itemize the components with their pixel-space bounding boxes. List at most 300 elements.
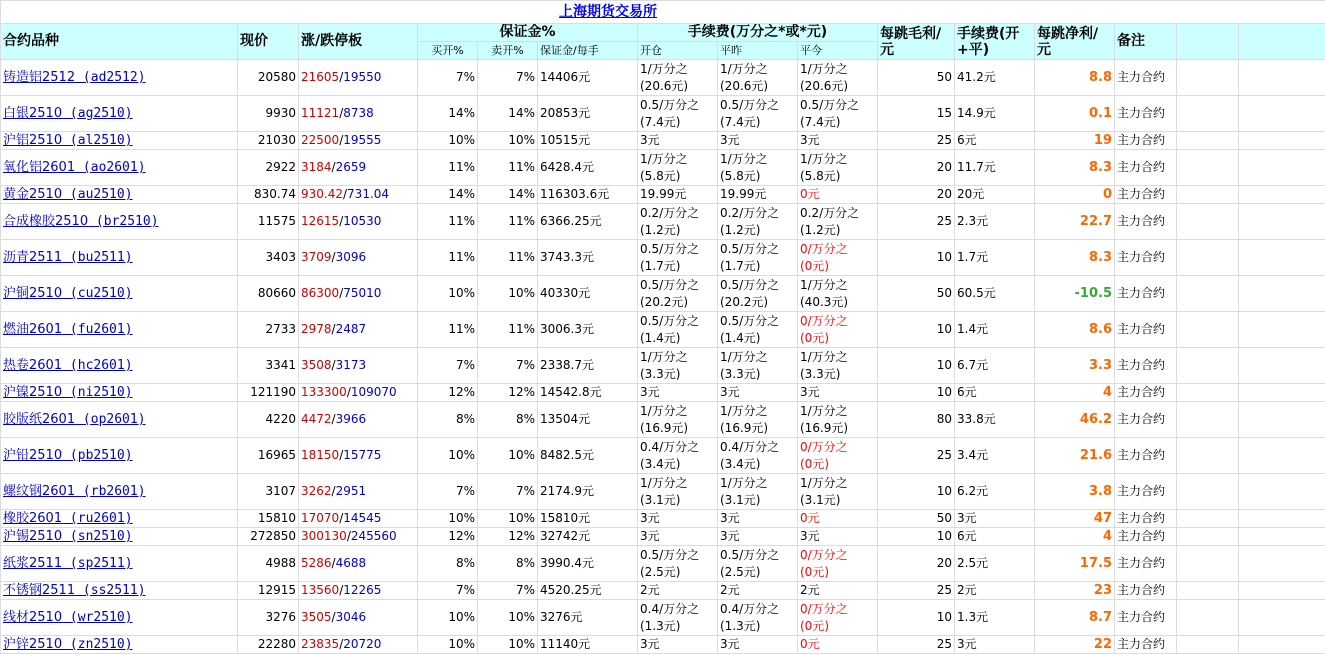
buy-open-cell: 11% (418, 240, 478, 276)
fee-close-today-cell-line: 2元 (800, 583, 820, 597)
limit-up: 930.42 (301, 187, 343, 201)
fee-total-cell: 41.2元 (955, 60, 1035, 96)
fee-open-cell (638, 636, 718, 654)
remark-cell: 主力合约 (1115, 348, 1177, 384)
margin-cell: 116303.6元 (538, 186, 638, 204)
sell-open-cell: 10% (478, 636, 538, 654)
fee-open-cell-line: 0.2/万分之 (640, 205, 700, 220)
sell-open-cell: 7% (478, 474, 538, 510)
fee-total-cell: 6.2元 (955, 474, 1035, 510)
fee-close-today-cell-line: 1/万分之 (800, 349, 848, 364)
fee-close-today-cell (798, 474, 878, 510)
header-margin: 保证金% (418, 24, 638, 42)
contract-cell (1, 240, 238, 276)
contract-link[interactable]: 铸造铝2512 (ad2512) (3, 70, 146, 85)
table-row (1, 132, 1325, 150)
sell-open-cell: 14% (478, 186, 538, 204)
tick-profit-cell: 10 (878, 600, 955, 636)
fee-open-cell-line: 3元 (640, 511, 660, 525)
tick-profit-cell: 25 (878, 636, 955, 654)
contract-link[interactable]: 螺纹钢2601 (rb2601) (3, 484, 146, 499)
remark-cell: 主力合约 (1115, 96, 1177, 132)
fee-close-today-cell (798, 132, 878, 150)
fee-close-today-cell (798, 348, 878, 384)
remark-cell: 主力合约 (1115, 384, 1177, 402)
limit-cell: 3709/3096 (299, 240, 418, 276)
table-row (1, 510, 1325, 528)
sell-open-cell: 11% (478, 204, 538, 240)
fee-total-cell: 2.3元 (955, 204, 1035, 240)
header-fee-total: 手续费(开+平) (955, 24, 1035, 60)
contract-link[interactable]: 纸浆2511 (sp2511) (3, 556, 133, 571)
fee-close-today-cell (798, 186, 878, 204)
fee-close-today-cell-line: 0/万分之 (800, 241, 848, 256)
limit-up: 11121 (301, 106, 340, 120)
margin-cell: 40330元 (538, 276, 638, 312)
limit-cell: 3508/3173 (299, 348, 418, 384)
margin-cell: 13504元 (538, 402, 638, 438)
limit-down: 75010 (343, 286, 382, 300)
contract-link[interactable]: 线材2510 (wr2510) (3, 610, 133, 625)
table-row (1, 582, 1325, 600)
contract-cell (1, 474, 238, 510)
remark-cell: 主力合约 (1115, 60, 1177, 96)
contract-cell (1, 384, 238, 402)
contract-link[interactable]: 沪镍2510 (ni2510) (3, 385, 133, 400)
fee-close-today-cell (798, 510, 878, 528)
fee-close-yesterday-cell-line: 1/万分之 (720, 403, 768, 418)
contract-link[interactable]: 沪铝2510 (al2510) (3, 133, 133, 148)
contract-cell (1, 438, 238, 474)
limit-up: 17070 (301, 511, 340, 525)
fee-open-cell-line: (2.5元) (640, 564, 681, 579)
fee-close-yesterday-cell-line: (1.3元) (720, 618, 761, 633)
remark-cell: 主力合约 (1115, 474, 1177, 510)
fee-close-yesterday-cell-line: (20.6元) (720, 78, 769, 93)
limit-cell: 13560/12265 (299, 582, 418, 600)
fee-close-yesterday-cell (718, 510, 798, 528)
limit-cell: 12615/10530 (299, 204, 418, 240)
net-profit-cell: 8.6 (1035, 312, 1115, 348)
sell-open-cell: 10% (478, 438, 538, 474)
limit-down: 19555 (343, 133, 382, 147)
net-profit-cell: 4 (1035, 384, 1115, 402)
limit-down: 2487 (335, 322, 367, 336)
header-limit: 涨/跌停板 (299, 24, 418, 60)
sell-open-cell: 14% (478, 96, 538, 132)
buy-open-cell: 10% (418, 132, 478, 150)
tick-profit-cell: 50 (878, 60, 955, 96)
fee-close-yesterday-cell-line: (3.3元) (720, 366, 761, 381)
contract-cell (1, 636, 238, 654)
fee-total-cell: 20元 (955, 186, 1035, 204)
fee-close-today-cell (798, 636, 878, 654)
net-profit-cell: 3.8 (1035, 474, 1115, 510)
fee-open-cell (638, 384, 718, 402)
header-close-today: 平今 (798, 42, 878, 60)
limit-cell: 3184/2659 (299, 150, 418, 186)
header-margin-per-lot: 保证金/每手 (538, 42, 638, 60)
tick-profit-cell: 10 (878, 474, 955, 510)
fee-open-cell (638, 600, 718, 636)
fee-open-cell (638, 132, 718, 150)
fee-total-cell: 2.5元 (955, 546, 1035, 582)
limit-up: 3709 (301, 250, 332, 264)
header-sell-open: 卖开% (478, 42, 538, 60)
limit-up: 300130 (301, 529, 347, 543)
fee-total-cell: 6元 (955, 528, 1035, 546)
fee-close-today-cell (798, 402, 878, 438)
fee-close-today-cell-line: (7.4元) (800, 114, 841, 129)
sell-open-cell: 7% (478, 582, 538, 600)
limit-cell: 300130/245560 (299, 528, 418, 546)
fee-total-cell: 3元 (955, 510, 1035, 528)
fee-close-yesterday-cell-line: 1/万分之 (720, 61, 768, 76)
contract-link[interactable]: 黄金2510 (au2510) (3, 187, 133, 202)
tick-profit-cell: 10 (878, 348, 955, 384)
header-contract: 合约品种 (1, 24, 238, 60)
tick-profit-cell: 50 (878, 510, 955, 528)
fee-open-cell-line: (3.3元) (640, 366, 681, 381)
buy-open-cell: 10% (418, 276, 478, 312)
buy-open-cell: 14% (418, 96, 478, 132)
fee-close-today-cell (798, 528, 878, 546)
fee-open-cell-line: 3元 (640, 529, 660, 543)
margin-cell: 3743.3元 (538, 240, 638, 276)
fee-open-cell-line: 1/万分之 (640, 349, 688, 364)
fee-close-yesterday-cell (718, 636, 798, 654)
fee-open-cell-line: 0.5/万分之 (640, 97, 700, 112)
fee-total-cell: 6元 (955, 384, 1035, 402)
contract-link[interactable]: 沥青2511 (bu2511) (3, 250, 133, 265)
fee-total-cell: 1.3元 (955, 600, 1035, 636)
fee-open-cell-line: (1.3元) (640, 618, 681, 633)
price-cell: 272850 (238, 528, 299, 546)
fee-close-yesterday-cell-line: 0.4/万分之 (720, 601, 780, 616)
fee-close-today-cell (798, 438, 878, 474)
fee-close-today-cell-line: (20.6元) (800, 78, 849, 93)
fee-close-yesterday-cell-line: 3元 (720, 385, 740, 399)
price-cell: 11575 (238, 204, 299, 240)
fee-close-yesterday-cell (718, 276, 798, 312)
price-cell: 80660 (238, 276, 299, 312)
fee-close-yesterday-cell-line: 3元 (720, 511, 740, 525)
contract-link[interactable]: 热卷2601 (hc2601) (3, 358, 133, 373)
limit-up: 21605 (301, 70, 340, 84)
fee-open-cell-line: (1.2元) (640, 222, 681, 237)
fee-open-cell-line: 3元 (640, 385, 660, 399)
limit-down: 8738 (343, 106, 374, 120)
header-tick-profit: 每跳毛利/元 (878, 24, 955, 60)
net-profit-cell: 23 (1035, 582, 1115, 600)
fee-close-yesterday-cell-line: 1/万分之 (720, 475, 768, 490)
limit-cell: 86300/75010 (299, 276, 418, 312)
contract-link[interactable]: 合成橡胶2510 (br2510) (3, 214, 159, 229)
limit-down: 3173 (335, 358, 367, 372)
remark-cell: 主力合约 (1115, 150, 1177, 186)
fee-close-today-cell-line: (16.9元) (800, 420, 849, 435)
limit-cell: 5286/4688 (299, 546, 418, 582)
fee-total-cell: 60.5元 (955, 276, 1035, 312)
fee-close-yesterday-cell-line: 3元 (720, 529, 740, 543)
remark-cell: 主力合约 (1115, 636, 1177, 654)
contract-cell (1, 60, 238, 96)
limit-up: 3505 (301, 610, 332, 624)
fee-open-cell-line: 0.4/万分之 (640, 439, 700, 454)
sell-open-cell: 11% (478, 150, 538, 186)
fee-open-cell (638, 186, 718, 204)
net-profit-cell: 46.2 (1035, 402, 1115, 438)
limit-up: 86300 (301, 286, 340, 300)
contract-link[interactable]: 沪铅2510 (pb2510) (3, 448, 133, 463)
fee-open-cell (638, 546, 718, 582)
fee-close-today-cell (798, 312, 878, 348)
fee-open-cell-line: 3元 (640, 133, 660, 147)
limit-down: 19550 (343, 70, 382, 84)
table-row (1, 600, 1325, 636)
tick-profit-cell: 25 (878, 438, 955, 474)
price-cell: 4220 (238, 402, 299, 438)
fee-close-today-cell-line: 0.5/万分之 (800, 97, 860, 112)
fee-open-cell (638, 510, 718, 528)
fee-close-today-cell-line: 3元 (800, 385, 820, 399)
fee-total-cell: 6.7元 (955, 348, 1035, 384)
fee-open-cell (638, 438, 718, 474)
fee-close-yesterday-cell-line: (16.9元) (720, 420, 769, 435)
limit-down: 10530 (343, 214, 382, 228)
fee-close-yesterday-cell (718, 96, 798, 132)
price-cell: 2733 (238, 312, 299, 348)
table-row (1, 348, 1325, 384)
contract-link[interactable]: 沪铜2510 (cu2510) (3, 286, 133, 301)
tick-profit-cell: 10 (878, 528, 955, 546)
price-cell: 121190 (238, 384, 299, 402)
fee-open-cell-line: 1/万分之 (640, 61, 688, 76)
fee-open-cell-line: (5.8元) (640, 168, 681, 183)
tick-profit-cell: 10 (878, 312, 955, 348)
fee-close-today-cell-line: 1/万分之 (800, 151, 848, 166)
table-row (1, 186, 1325, 204)
contract-link[interactable]: 不锈钢2511 (ss2511) (3, 583, 146, 598)
header-price: 现价 (238, 24, 299, 60)
fee-open-cell-line: 2元 (640, 583, 660, 597)
remark-cell: 主力合约 (1115, 528, 1177, 546)
sell-open-cell: 10% (478, 132, 538, 150)
contract-link[interactable]: 橡胶2601 (ru2601) (3, 511, 133, 526)
fee-open-cell-line: (3.4元) (640, 456, 681, 471)
fee-total-cell: 11.7元 (955, 150, 1035, 186)
margin-cell: 10515元 (538, 132, 638, 150)
fee-open-cell-line: 1/万分之 (640, 475, 688, 490)
fee-open-cell-line: 0.5/万分之 (640, 277, 700, 292)
contract-link[interactable]: 白银2510 (ag2510) (3, 106, 133, 121)
limit-down: 4688 (335, 556, 367, 570)
contract-cell (1, 546, 238, 582)
header-row (1, 24, 1325, 42)
contract-link[interactable]: 胶版纸2601 (op2601) (3, 412, 146, 427)
net-profit-cell: 19 (1035, 132, 1115, 150)
fee-open-cell (638, 240, 718, 276)
buy-open-cell: 7% (418, 348, 478, 384)
fee-total-cell: 3.4元 (955, 438, 1035, 474)
buy-open-cell: 8% (418, 546, 478, 582)
header-close-yesterday: 平昨 (718, 42, 798, 60)
contract-link[interactable]: 沪锌2510 (zn2510) (3, 637, 133, 652)
fee-close-yesterday-cell (718, 186, 798, 204)
table-row (1, 384, 1325, 402)
fee-close-yesterday-cell-line: (3.4元) (720, 456, 761, 471)
net-profit-cell: 21.6 (1035, 438, 1115, 474)
fee-open-cell (638, 348, 718, 384)
fee-close-today-cell-line: 0/万分之 (800, 313, 848, 328)
tick-profit-cell: 10 (878, 384, 955, 402)
net-profit-cell: 0 (1035, 186, 1115, 204)
net-profit-cell: 8.3 (1035, 240, 1115, 276)
limit-down: 731.04 (347, 187, 390, 201)
tick-profit-cell: 25 (878, 204, 955, 240)
table-row (1, 312, 1325, 348)
limit-down: 20720 (343, 637, 382, 651)
fee-open-cell (638, 528, 718, 546)
buy-open-cell: 10% (418, 636, 478, 654)
limit-cell: 22500/19555 (299, 132, 418, 150)
fee-open-cell-line: (1.7元) (640, 258, 681, 273)
limit-cell: 3262/2951 (299, 474, 418, 510)
header-net-profit: 每跳净利/元 (1035, 24, 1115, 60)
contract-cell (1, 510, 238, 528)
net-profit-cell: 17.5 (1035, 546, 1115, 582)
remark-cell: 主力合约 (1115, 510, 1177, 528)
fee-close-today-cell-line: 0/万分之 (800, 439, 848, 454)
tick-profit-cell: 80 (878, 402, 955, 438)
sell-open-cell: 8% (478, 546, 538, 582)
fee-close-yesterday-cell-line: (2.5元) (720, 564, 761, 579)
table-row (1, 636, 1325, 654)
fee-close-today-cell-line: 1/万分之 (800, 61, 848, 76)
fee-close-today-cell-line: 0/万分之 (800, 547, 848, 562)
tick-profit-cell: 25 (878, 132, 955, 150)
fee-close-yesterday-cell-line: 0.5/万分之 (720, 277, 780, 292)
fee-close-yesterday-cell-line: (5.8元) (720, 168, 761, 183)
fee-close-yesterday-cell-line: (7.4元) (720, 114, 761, 129)
fee-close-today-cell-line: 1/万分之 (800, 475, 848, 490)
limit-up: 5286 (301, 556, 332, 570)
fee-open-cell-line: 0.4/万分之 (640, 601, 700, 616)
margin-cell: 2338.7元 (538, 348, 638, 384)
contract-cell (1, 150, 238, 186)
fee-open-cell (638, 474, 718, 510)
buy-open-cell: 10% (418, 438, 478, 474)
contract-link[interactable]: 沪锡2510 (sn2510) (3, 529, 133, 544)
margin-cell: 3006.3元 (538, 312, 638, 348)
margin-cell: 6366.25元 (538, 204, 638, 240)
buy-open-cell: 11% (418, 150, 478, 186)
margin-cell: 32742元 (538, 528, 638, 546)
fee-close-today-cell (798, 204, 878, 240)
fee-close-yesterday-cell-line: 1/万分之 (720, 349, 768, 364)
fee-close-today-cell-line: 0.2/万分之 (800, 205, 860, 220)
fee-open-cell (638, 582, 718, 600)
net-profit-cell: 22.7 (1035, 204, 1115, 240)
fee-close-yesterday-cell (718, 348, 798, 384)
table-row (1, 546, 1325, 582)
fee-open-cell (638, 204, 718, 240)
fee-open-cell (638, 312, 718, 348)
remark-cell: 主力合约 (1115, 582, 1177, 600)
fee-close-yesterday-cell (718, 600, 798, 636)
fee-open-cell-line: (20.2元) (640, 294, 689, 309)
price-cell: 22280 (238, 636, 299, 654)
contract-cell (1, 528, 238, 546)
exchange-title-link[interactable]: 上海期货交易所 (559, 3, 658, 20)
buy-open-cell: 10% (418, 510, 478, 528)
tick-profit-cell: 50 (878, 276, 955, 312)
tick-profit-cell: 20 (878, 546, 955, 582)
fee-close-today-cell-line: 0元 (800, 187, 820, 201)
limit-up: 2978 (301, 322, 332, 336)
limit-down: 109070 (350, 385, 397, 399)
buy-open-cell: 10% (418, 600, 478, 636)
fee-close-yesterday-cell (718, 384, 798, 402)
table-row (1, 150, 1325, 186)
fee-close-yesterday-cell (718, 438, 798, 474)
price-cell: 2922 (238, 150, 299, 186)
fee-close-yesterday-cell (718, 132, 798, 150)
fee-close-today-cell-line: (40.3元) (800, 294, 849, 309)
contract-link[interactable]: 燃油2601 (fu2601) (3, 322, 133, 337)
fee-close-yesterday-cell (718, 546, 798, 582)
table-row (1, 402, 1325, 438)
fee-close-today-cell-line: 3元 (800, 529, 820, 543)
margin-cell: 3276元 (538, 600, 638, 636)
fee-close-today-cell-line: 0元 (800, 511, 820, 525)
buy-open-cell: 11% (418, 204, 478, 240)
buy-open-cell: 12% (418, 528, 478, 546)
remark-cell: 主力合约 (1115, 312, 1177, 348)
remark-cell: 主力合约 (1115, 132, 1177, 150)
fee-open-cell-line: (3.1元) (640, 492, 681, 507)
fee-close-yesterday-cell (718, 204, 798, 240)
limit-up: 12615 (301, 214, 340, 228)
contract-link[interactable]: 氧化铝2601 (ao2601) (3, 160, 146, 175)
margin-cell: 4520.25元 (538, 582, 638, 600)
limit-down: 245560 (350, 529, 397, 543)
fee-close-today-cell-line: (0元) (800, 258, 829, 273)
remark-cell: 主力合约 (1115, 240, 1177, 276)
fee-close-yesterday-cell (718, 60, 798, 96)
contract-cell (1, 276, 238, 312)
margin-cell: 14542.8元 (538, 384, 638, 402)
net-profit-cell: 47 (1035, 510, 1115, 528)
fee-close-today-cell-line: (0元) (800, 456, 829, 471)
net-profit-cell: 22 (1035, 636, 1115, 654)
net-profit-cell: 8.7 (1035, 600, 1115, 636)
fee-close-today-cell-line: (1.2元) (800, 222, 841, 237)
price-cell: 9930 (238, 96, 299, 132)
fee-close-today-cell (798, 546, 878, 582)
remark-cell: 主力合约 (1115, 546, 1177, 582)
fee-total-cell: 14.9元 (955, 96, 1035, 132)
net-profit-cell: 8.8 (1035, 60, 1115, 96)
buy-open-cell: 12% (418, 384, 478, 402)
remark-cell: 主力合约 (1115, 600, 1177, 636)
fee-open-cell (638, 150, 718, 186)
remark-cell: 主力合约 (1115, 204, 1177, 240)
buy-open-cell: 7% (418, 582, 478, 600)
fee-close-yesterday-cell (718, 312, 798, 348)
margin-cell: 2174.9元 (538, 474, 638, 510)
fee-close-today-cell-line: 0/万分之 (800, 601, 848, 616)
